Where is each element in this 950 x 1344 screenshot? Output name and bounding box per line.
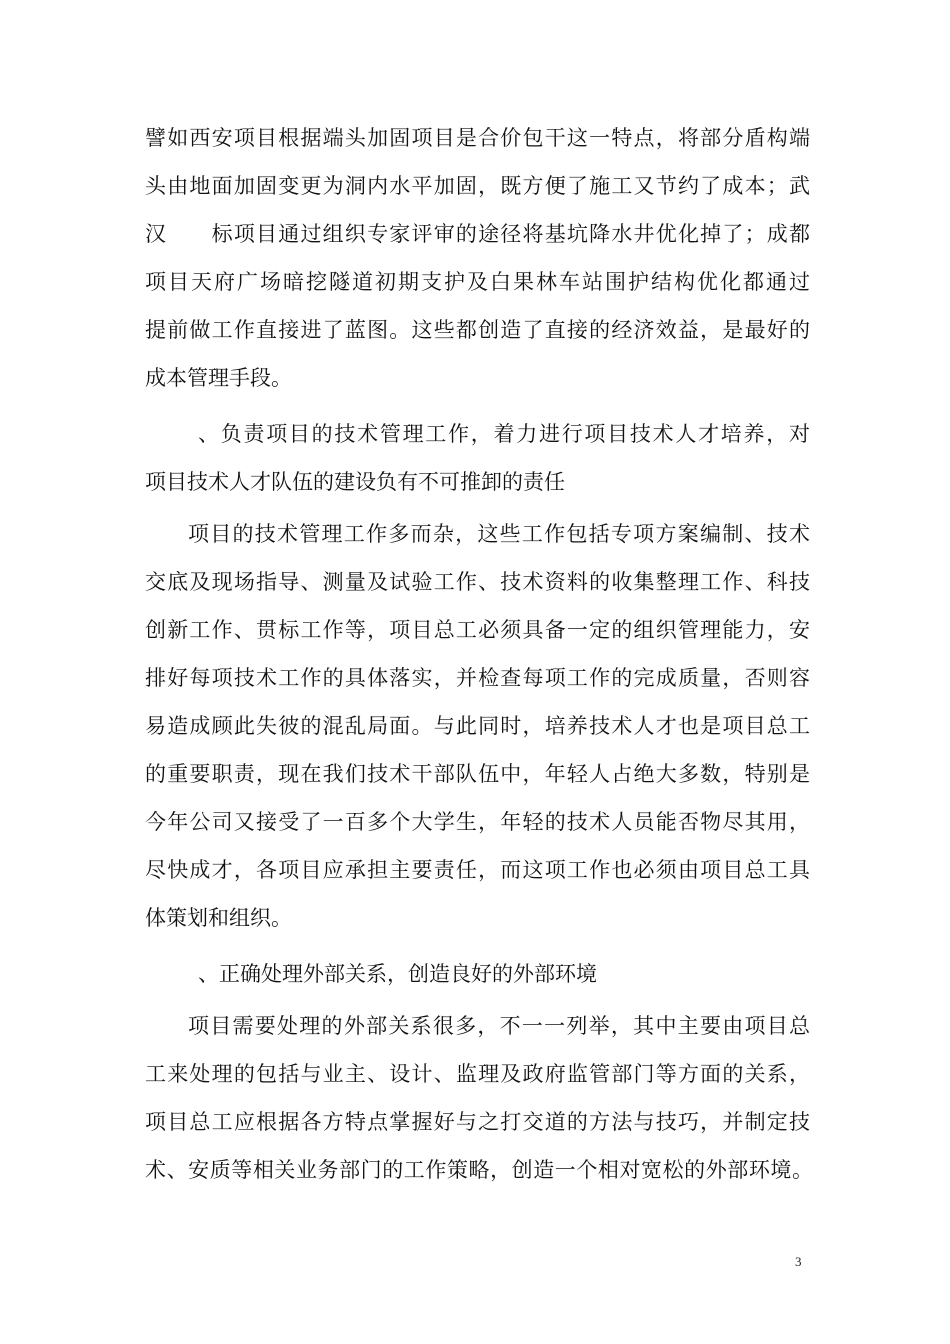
paragraph-line: 项目需要处理的外部关系很多，不一一列举，其中主要由项目总 — [188, 1014, 810, 1038]
paragraph-line: 提前做工作直接进了蓝图。这些都创造了直接的经济效益，是最好的 — [145, 318, 810, 342]
paragraph-line: 体策划和组织。 — [145, 906, 292, 930]
paragraph-line: 交底及现场指导、测量及试验工作、技术资料的收集整理工作、科技 — [145, 570, 810, 594]
paragraph-line: 汉 标项目通过组织专家评审的途径将基坑降水井优化掉了；成都 — [145, 222, 810, 246]
paragraph-line: 项目天府广场暗挖隧道初期支护及白果林车站围护结构优化都通过 — [145, 270, 810, 294]
paragraph-line: 项目的技术管理工作多而杂，这些工作包括专项方案编制、技术 — [188, 522, 810, 546]
paragraph-line: 今年公司又接受了一百多个大学生，年轻的技术人员能否物尽其用， — [145, 810, 810, 834]
paragraph-line: 排好每项技术工作的具体落实，并检查每项工作的完成质量，否则容 — [145, 666, 810, 690]
paragraph-line: 创新工作、贯标工作等，项目总工必须具备一定的组织管理能力，安 — [145, 618, 810, 642]
section-heading-line: 、正确处理外部关系，创造良好的外部环境 — [198, 962, 597, 986]
paragraph-line: 尽快成才，各项目应承担主要责任，而这项工作也必须由项目总工具 — [145, 858, 810, 882]
paragraph-line: 项目总工应根据各方特点掌握好与之打交道的方法与技巧，并制定技 — [145, 1110, 810, 1134]
page-number: 3 — [795, 1254, 802, 1269]
section-heading-line: 项目技术人才队伍的建设负有不可推卸的责任 — [145, 470, 565, 494]
paragraph-line: 工来处理的包括与业主、设计、监理及政府监管部门等方面的关系， — [145, 1062, 810, 1086]
paragraph-line: 成本管理手段。 — [145, 366, 292, 390]
paragraph-line: 譬如西安项目根据端头加固项目是合价包干这一特点，将部分盾构端 — [145, 126, 810, 150]
section-heading-line: 、负责项目的技术管理工作，着力进行项目技术人才培养，对 — [198, 422, 810, 446]
paragraph-line: 头由地面加固变更为洞内水平加固，既方便了施工又节约了成本；武 — [145, 174, 810, 198]
paragraph-line: 术、安质等相关业务部门的工作策略，创造一个相对宽松的外部环境。 — [145, 1158, 813, 1182]
paragraph-line: 易造成顾此失彼的混乱局面。与此同时，培养技术人才也是项目总工 — [145, 714, 810, 738]
paragraph-line: 的重要职责，现在我们技术干部队伍中，年轻人占绝大多数，特别是 — [145, 762, 810, 786]
